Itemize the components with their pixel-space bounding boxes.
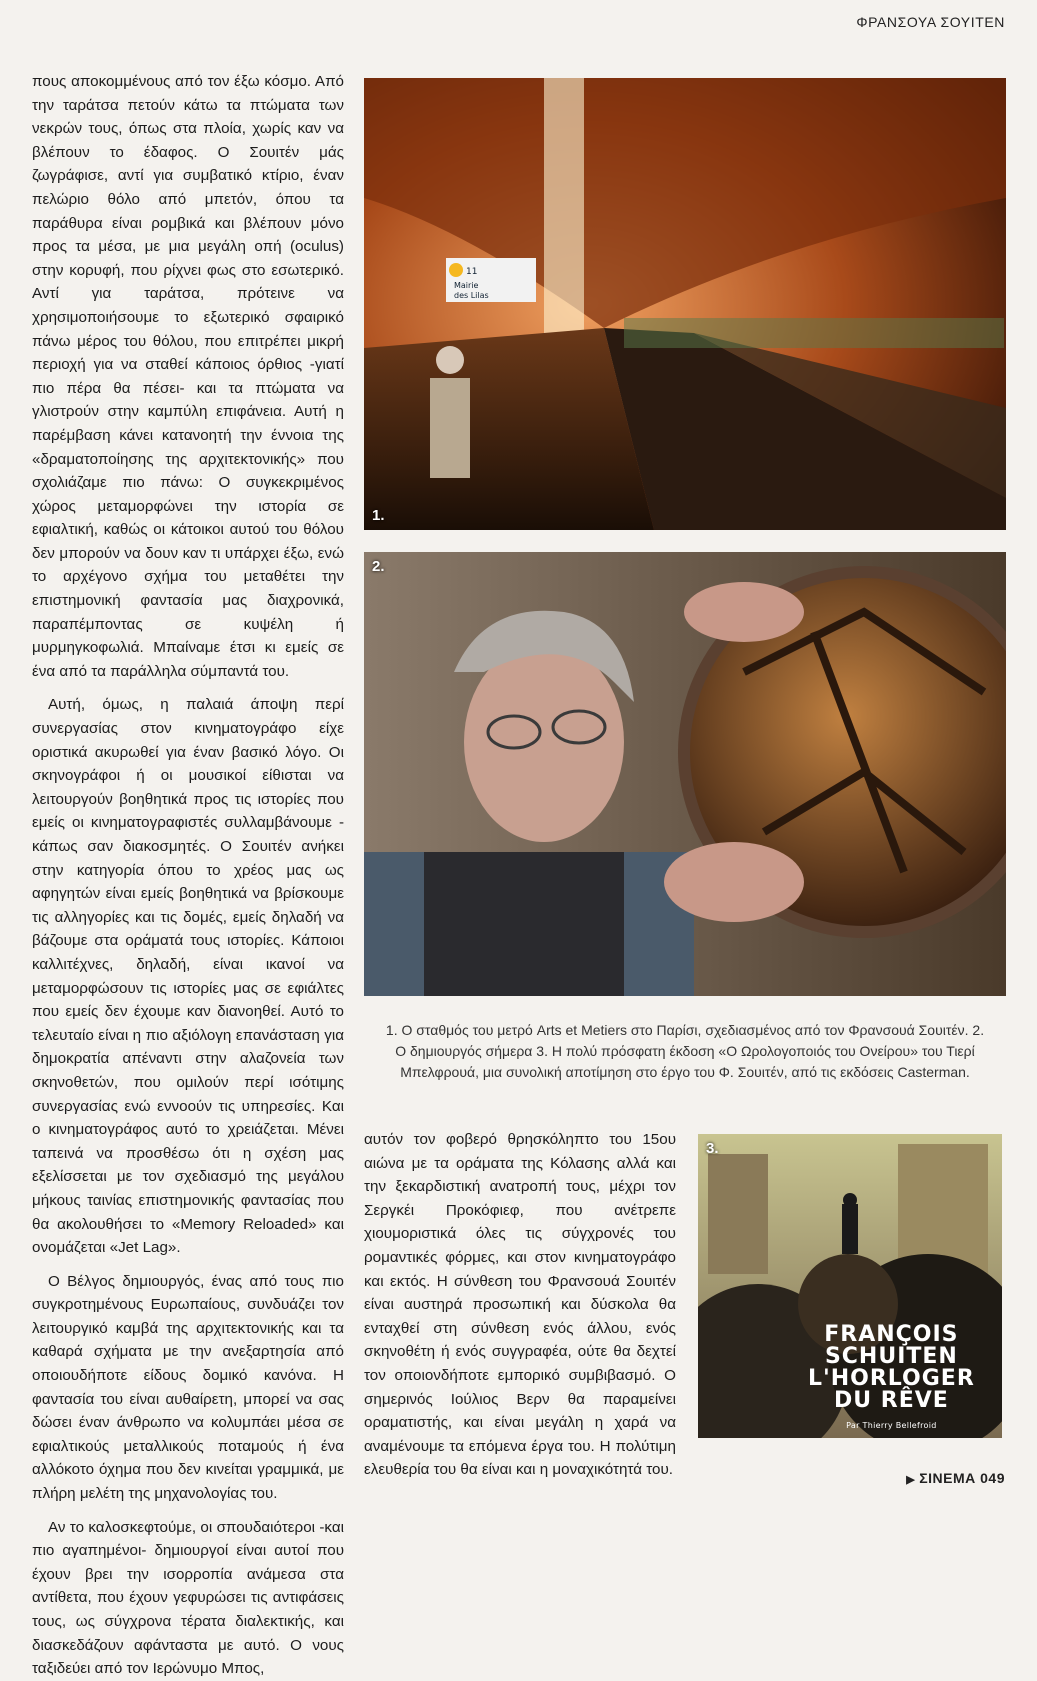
paragraph-2: Αυτή, όμως, η παλαιά άποψη περί συνεργασίας στον κινηματογράφο είχε οριστικά ακυρωθεί για έναν βασικό λόγο. Οι σκηνογράφοι ή οι μουσικοί είθισται να λειτουργούν βοηθητικά προς τις ιστορίες που εμείς οι κινηματογραφιστές συλλαμβάνουμε - κάπως σαν διακοσμητές. Ο Σουιτέν ανήκει στην κατηγορία όπου το χρέος μας ως αφηγητών είναι εμείς βοηθητικά να βρίσκουμε τις αλληγορίες και τις δομές, εμείς δηλαδή να βάζουμε στα οράματά τους ιστορίες. Κάποιοι καλλιτέχνες, δηλαδή, είναι ικανοί να μεταμορφώσουν τις ιστορίες μας σε εφιάλτες που εμείς δεν έχουμε καν διανοηθεί. Αυτό το τελευταίο είναι η πιο αξιόλογη επανάσταση για δημοκρατία απέναντι στην αλαζονεία των σκηνοθετών, που ομιλούν περί ισότιμης συνεργασίας ενώ εννοούν τις υπηρεσίες. Και ο κινηματογράφος αυτό το χρειάζεται. Μένει ταπεινά να προσθέσω ότι η σχέση μας εξελίσσεται με τον σχεδιασμό της μεγάλου μήκους ταινίας επιστημονικής φαντασίας που θα ακολουθήσει το «Memory Reloaded» και ονομάζεται «Jet Lag». <box>32 696 344 1257</box>
book-title-line-2: SCHUITEN <box>824 1344 958 1369</box>
photo-number-2: 2. <box>372 558 385 575</box>
page-footer <box>906 1470 1005 1486</box>
metro-line-number: 11 <box>466 267 478 277</box>
metro-station-name-2: des Lilas <box>454 291 489 300</box>
metro-station-illustration <box>364 78 1006 530</box>
metro-station-name-1: Mairie <box>454 281 479 290</box>
book-byline: Par Thierry Bellefroid <box>846 1421 937 1430</box>
paragraph-5: αυτόν τον φοβερό θρησκόληπτο του 15ου αιώνα με τα οράματα της Κόλασης αλλά και την ξεκαρδιστική ανατροπή τους, μέχρι τον Σεργκέι Προκόφιεφ, που ανέτρεπε χιουμοριστικά όλες τις σύγχρονές του ρομαντικές φόρμες, και στον κινηματογράφο και εκτός. Η σύνθεση του Φρανσουά Σουιτέν είναι αυστηρά προσωπική και δύσκολα θα ενταχθεί στη σύνθεση ενός άλλου, ενός σκηνοθέτη ή ενός συγγραφέα, ούτε θα δεχτεί τον οποιονδήποτε εμπορικό συμβιβασμό. Ο σημερινός Ιούλιος Βερν θα παραμείνει οραματιστής, και είναι μεγάλη η χαρά να αναμένουμε τα επόμενα έργα του. Η πολύτιμη ελευθερία του θα είναι και η μοναχικότητά του. <box>364 1131 676 1479</box>
page-number: 049 <box>980 1470 1005 1486</box>
book-title <box>808 1324 975 1437</box>
metro-station-photo <box>364 78 1006 530</box>
triangle-arrow-icon: ▶ <box>906 1474 916 1486</box>
photo-number-3: 3. <box>706 1140 719 1157</box>
paragraph-4: Αν το καλοσκεφτούμε, οι σπουδαιότεροι -και πιο αγαπημένοι- δημιουργοί είναι αυτοί που έχουν βρει την ισορροπία ανάμεσα στα αντίθετα, που έχουν γεφυρώσει τις αντιφάσεις τους, ως σύγχρονα τέρατα διαλεκτικής, και διασκεδάζουν αφάνταστα με αυτό. Ο νους ταξιδεύει από τον Ιερώνυμο Μπος, <box>32 1518 344 1678</box>
book-title-line-1: FRANÇOIS <box>824 1322 959 1347</box>
magazine-name: ΣΙΝΕΜΑ <box>919 1470 976 1486</box>
creator-portrait-illustration <box>364 552 1006 996</box>
photo-number-1: 1. <box>372 507 385 524</box>
article-bottom-column <box>364 1128 676 1482</box>
paragraph-3: Ο Βέλγος δημιουργός, ένας από τους πιο συγκροτημένους Ευρωπαίους, συνδυάζει τον λειτουργικό καμβά της αρχιτεκτονικής και τα καθαρά σχήματα με την ανεξαρτησία από οποιουδήποτε είδους δομικό κανόνα. Η φαντασία του είναι αυθαίρετη, μπορεί να σας δώσει έναν άνθρωπο να κολυμπάει μέσα σε εφιαλτικούς μεταλλικούς ποταμούς ή ένα αλλόκοτο όχημα που δεν κινείται γραμμικά, με πλήρη μελέτη της μηχανολογίας του. <box>32 1272 344 1503</box>
paragraph-1: πους αποκομμένους από τον έξω κόσμο. Από την ταράτσα πετούν κάτω τα πτώματα των νεκρών τους, όπως στα πλοία, χωρίς καν να βλέπουν το έδαφος. Ο Σουιτέν μάς ζωγράφισε, αντί για συμβατικό κτίριο, έναν πελώριο θόλο από μπετόν, όπου τα παράθυρα είναι ρομβικά και βλέπουν μόνο προς τα μέσα, με μια μεγάλη οπή (oculus) στην κορυφή, που ρίχνει φως στο εσωτερικό. Αντί για ταράτσα, πρότεινε να χρησιμοποιήσουμε το εξωτερικό σφαιρικό πάνω μέρος του θόλου, που επιτρέπει μικρή περιοχή για να σταθεί κάποιος όρθιος -γιατί πιο πέρα θα πέσει- και τα πτώματα να γλιστρούν στην καμπύλη επιφάνεια. Αυτή η παρέμβαση κάνει κατανοητή την έννοια της «δραματοποίησης της αρχιτεκτονικής» που σχολιάζαμε πιο πάνω: Ο συγκεκριμένος χώρος μεταμορφώνει την ιστορία σε εφιαλτική, καθώς οι κάτοικοι αυτού του θόλου δεν μπορούν να δουν καν τι υπάρχει έξω, ενώ το αρχέγονο σχήμα του μεταθέτει την επιστημονική φαντασία μας διαχρονικά, παραπέμποντας σε κυψέλη ή μυρμηγκοφωλιά. Μπαίναμε έτσι κι εμείς σε ένα από τα παράλληλα σύμπαντά του. <box>32 73 344 680</box>
book-cover-photo <box>698 1134 1002 1438</box>
book-title-line-3: L'HORLOGER <box>808 1366 975 1391</box>
running-header: ΦΡΑΝΣΟΥΑ ΣΟΥΙΤΕΝ <box>856 14 1005 30</box>
photo-caption: 1. Ο σταθμός του μετρό Arts et Metiers στο Παρίσι, σχεδιασμένος από τον Φρανσουά Σουιτέν. 2. Ο δημιουργός σήμερα 3. Η πολύ πρόσφατη έκδοση «Ο Ωρολογοποιός του Ονείρου» του Τιερί Μπελφρουά, μια συνολική αποτίμηση στο έργο του Φ. Σουιτέν, από τις εκδόσεις Casterman. <box>385 1022 985 1080</box>
creator-portrait-photo <box>364 552 1006 996</box>
article-left-column <box>32 70 344 1681</box>
book-title-line-4: DU RÊVE <box>833 1388 949 1413</box>
